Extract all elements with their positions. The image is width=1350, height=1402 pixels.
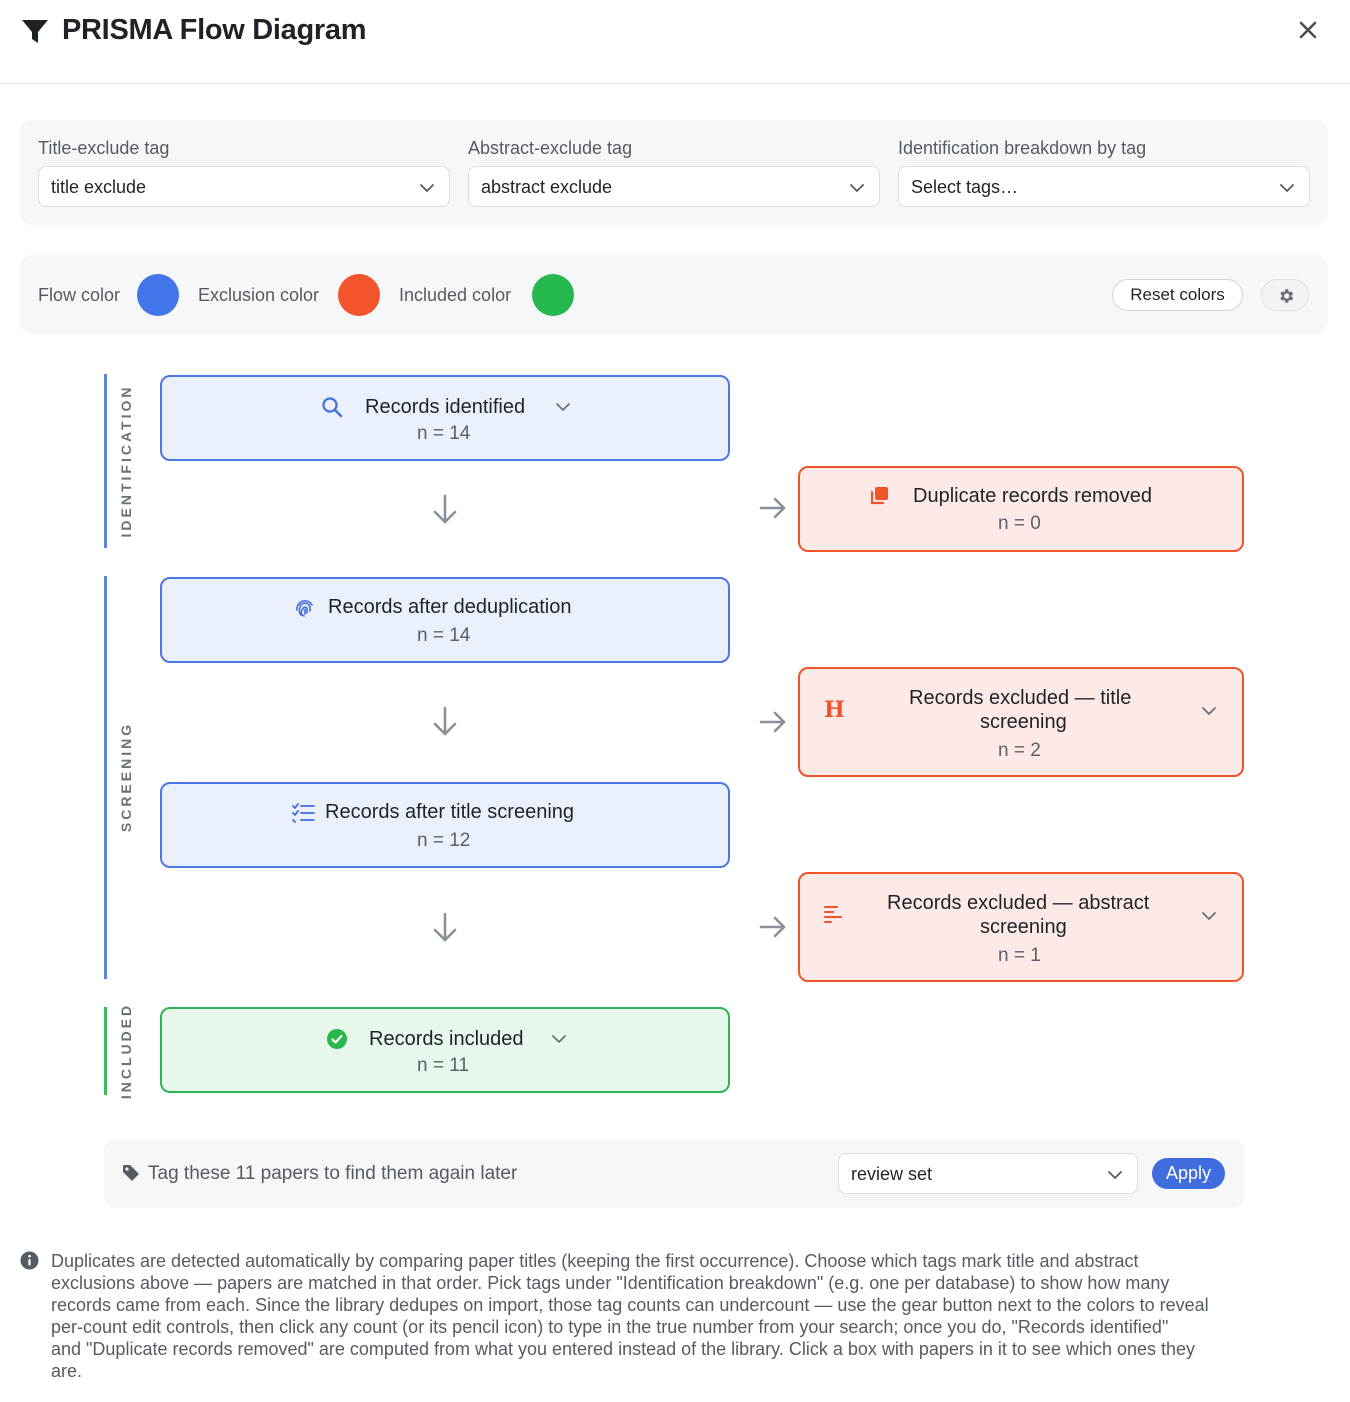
after-title-box[interactable] [160,782,730,868]
arrow-right-icon [758,913,788,941]
screening-stage-label: SCREENING [118,721,134,833]
after-title-count: n = 12 [417,830,471,851]
exclusion-color-label: Exclusion color [198,285,320,305]
settings-button[interactable] [1261,279,1309,311]
close-icon[interactable] [1294,16,1322,44]
title-exclude-label: Title-exclude tag [38,138,170,158]
title-exclude-value: title exclude [51,177,147,197]
tag-papers-bar [104,1139,1244,1208]
excluded-title-title-line1: Records excluded — title [909,687,1132,709]
abstract-exclude-field [468,138,880,197]
flow-color-label: Flow color [38,285,121,305]
title-exclude-field [38,138,450,197]
chevron-down-icon [1107,1167,1123,1183]
excluded-title-box[interactable] [798,667,1244,777]
chevron-down-icon[interactable] [551,1031,567,1047]
funnel-icon [20,16,50,46]
info-icon [20,1251,39,1270]
included-color-label: Included color [399,285,512,305]
identification-breakdown-label: Identification breakdown by tag [898,138,1147,158]
identification-stage-bar [104,374,107,548]
abstract-exclude-select[interactable] [468,166,880,207]
identification-stage-label: IDENTIFICATION [118,384,134,538]
fingerprint-icon [294,597,316,619]
records-identified-title: Records identified [365,396,526,418]
records-included-box[interactable] [160,1007,730,1093]
reset-colors-button[interactable]: Reset colors [1112,279,1243,311]
duplicates-removed-title: Duplicate records removed [913,485,1152,507]
dialog-header [0,0,1350,84]
tag-papers-text: Tag these 11 papers to find them again later [148,1163,518,1184]
checklist-icon [292,803,316,823]
screening-stage-bar [104,576,107,979]
info-line: records came from each. Since the library dedupes on import, those tag counts can undercount — use the gear button next to the colors to reveal [51,1295,1209,1315]
chevron-down-icon[interactable] [1201,703,1217,719]
search-icon [321,396,343,418]
tag-select-value: review set [851,1164,933,1184]
exclusion-color-swatch[interactable] [338,274,380,316]
after-dedup-count: n = 14 [417,625,471,646]
included-stage-bar [104,1007,107,1095]
flow-color-swatch[interactable] [137,274,179,316]
align-left-icon [824,905,844,923]
excluded-title-count: n = 2 [998,740,1041,761]
records-included-title: Records included [369,1028,524,1050]
chevron-down-icon [849,180,865,196]
info-line: exclusions above — papers are matched in that order. Pick tags under "Identification breakdown" (e.g. one per database) to show how many [51,1273,1170,1293]
info-line: are. [51,1361,83,1381]
arrow-down-icon [431,494,459,526]
color-settings-panel [20,255,1328,334]
arrow-down-icon [431,912,459,944]
title-exclude-select[interactable] [38,166,450,207]
records-identified-box[interactable] [160,375,730,461]
records-identified-count: n = 14 [417,423,471,444]
after-dedup-title: Records after deduplication [328,596,572,618]
duplicates-removed-box[interactable] [798,466,1244,552]
tag-select[interactable] [838,1153,1138,1194]
apply-button[interactable]: Apply [1152,1158,1225,1189]
arrow-right-icon [758,494,788,522]
abstract-exclude-label: Abstract-exclude tag [468,138,633,158]
included-stage-label: INCLUDED [118,1002,134,1100]
tag-icon [122,1164,140,1182]
records-included-count: n = 11 [417,1055,469,1076]
identification-breakdown-placeholder: Select tags… [911,177,1019,197]
excluded-abstract-count: n = 1 [998,945,1041,966]
tag-settings-panel [20,120,1328,225]
chevron-down-icon [419,180,435,196]
excluded-abstract-title-line2: screening [980,916,1067,938]
chevron-down-icon[interactable] [555,399,571,415]
copy-icon [868,485,890,507]
arrow-right-icon [758,708,788,736]
info-line: Duplicates are detected automatically by comparing paper titles (keeping the first occurrence). Choose which tags mark title and abstract [51,1251,1139,1271]
excluded-abstract-box[interactable] [798,872,1244,982]
info-line: per-count edit controls, then click any count (or its pencil icon) to type in the true number from your search; once you do, "Records identified" [51,1317,1169,1337]
after-title-title: Records after title screening [325,801,575,823]
info-text [51,1250,1331,1382]
chevron-down-icon[interactable] [1201,908,1217,924]
dialog-title: PRISMA Flow Diagram [62,14,367,46]
check-circle-icon [326,1028,348,1050]
excluded-abstract-title-line1: Records excluded — abstract [887,892,1150,914]
abstract-exclude-value: abstract exclude [481,177,613,197]
included-color-swatch[interactable] [532,274,574,316]
after-dedup-box[interactable] [160,577,730,663]
heading-icon: H [824,697,845,723]
info-line: and "Duplicate records removed" are computed from what you entered instead of the library. Click a box with papers in it to see which ones they [51,1339,1196,1359]
excluded-title-title-line2: screening [980,711,1067,733]
duplicates-removed-count: n = 0 [998,513,1041,534]
gear-icon [1277,287,1295,305]
identification-breakdown-select[interactable] [898,166,1310,207]
identification-breakdown-field [898,138,1310,197]
arrow-down-icon [431,706,459,738]
chevron-down-icon [1279,180,1295,196]
